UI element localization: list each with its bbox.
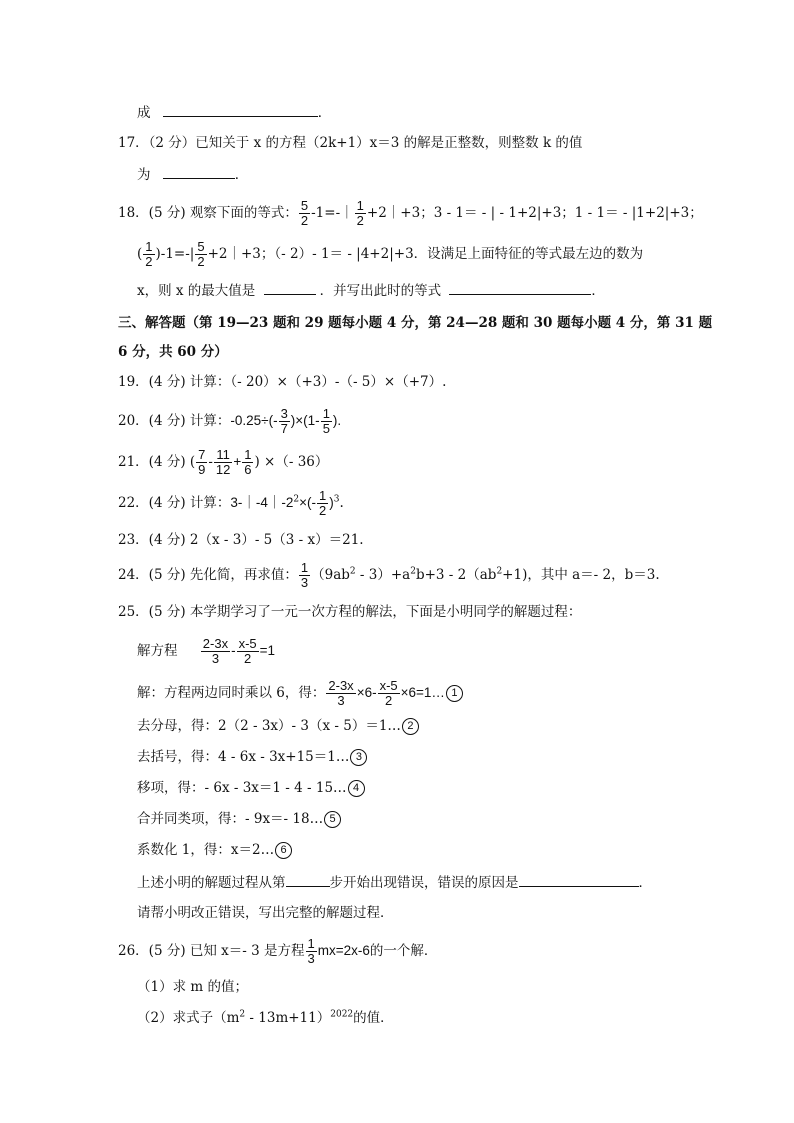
fraction: $\frac{1}{3}$	[300, 560, 309, 590]
circled-number: 4	[348, 780, 365, 797]
fraction: $\frac{2-3x}{3}$	[328, 678, 354, 708]
q25-step3: 去括号，得：4 - 6x - 3x+15＝1… 3	[137, 747, 367, 767]
answer-blank[interactable]	[163, 102, 318, 117]
q19: 19．(4 分) 计算：（- 20）×（+3）-（- 5）×（+7）.	[118, 374, 447, 390]
fraction: $\frac{x-5}{2}$	[379, 678, 398, 708]
q18-line3: x，则 x 的最大值是 ．并写出此时的等式 ．	[137, 280, 605, 301]
fraction: $\frac{2-3x}{3}$	[202, 636, 229, 666]
answer-blank[interactable]	[449, 280, 591, 295]
q25-step6: 系数化 1，得：x＝2… 6	[137, 840, 292, 860]
fraction: $\frac{1}{2}$	[356, 198, 364, 228]
section-heading-cont: 6 分，共 60 分）	[118, 344, 228, 360]
answer-blank[interactable]	[264, 280, 316, 295]
section-heading: 三、解答题（第 19—23 题和 29 题每小题 4 分，第 24—28 题和 30 题每小题 4 分，第 31 题	[118, 315, 713, 331]
circled-number: 1	[446, 685, 463, 702]
fraction: $\frac{5}{2}$	[300, 198, 309, 228]
answer-blank[interactable]	[163, 164, 235, 179]
q25-lead: 25．(5 分) 本学期学习了一元一次方程的解法，下面是小明同学的解题过程：	[118, 604, 582, 620]
fraction: $\frac{11}{12}$	[215, 447, 231, 477]
circled-number: 3	[350, 749, 367, 766]
q16-continuation: 成 ．	[137, 102, 331, 123]
q26-part1: （1）求 m 的值；	[137, 979, 248, 995]
fraction: $\frac{7}{9}$	[198, 447, 206, 477]
fraction: $\frac{1}{2}$	[319, 488, 327, 518]
fraction: $\frac{1}{6}$	[244, 447, 252, 477]
q25-step2: 去分母，得：2（2 - 3x）- 3（x - 5）＝1… 2	[137, 716, 419, 736]
q24: 24．(5 分) 先化简，再求值： $\frac{1}{3}$ $(9ab^2 - 3)+a^2b+3 - 2(ab^2+1)$，其中 a＝- 2，b＝3.	[118, 560, 660, 590]
q22: 22．(4 分) 计算：$3-|-4|-2^2\times(-$ $\frac{1}{2}$ )$^3$.	[118, 488, 344, 518]
answer-blank[interactable]	[519, 872, 639, 887]
q26-part2: （2）求式子$(m^2 - 13m+11)^{2022}$的值．	[137, 1009, 394, 1026]
q25-instruction: 请帮小明改正错误，写出完整的解题过程．	[137, 905, 394, 921]
q20: 20．(4 分) 计算：-0.25÷(- $\frac{3}{7}$ )×(1- $\frac{1}{5}$ ).	[118, 406, 342, 436]
q25-step1: 解：方程两边同时乘以 6，得： $\frac{2-3x}{3}$ ×6- $\frac{x-5}{2}$ ×6=1… 1	[137, 679, 463, 708]
fraction: $\frac{1}{5}$	[322, 406, 330, 436]
q17-line1: 17．（2 分）已知关于 x 的方程（2k+1）x＝3 的解是正整数，则整数 k 的值	[118, 135, 583, 151]
q21: 21．(4 分) ( $\frac{7}{9}$ - $\frac{11}{12}$ + $\frac{1}{6}$ ) ×（- 36）	[118, 447, 329, 477]
circled-number: 5	[324, 811, 341, 828]
q18-line2: ( $\frac{1}{2}$ )-1=-| $\frac{5}{2}$ +2｜+3；（- 2）- 1＝ - |4+2|+3．设满足上面特征的等式最左边的数为	[137, 239, 644, 269]
fraction: $\frac{5}{2}$	[197, 239, 205, 269]
fraction: $\frac{1}{2}$	[145, 239, 153, 269]
fraction: $\frac{1}{3}$	[307, 936, 315, 966]
q25-equation: 解方程 $\frac{2-3x}{3}$ - $\frac{x-5}{2}$ =1	[137, 636, 276, 666]
q25-question: 上述小明的解题过程从第 步开始出现错误，错误的原因是 ．	[137, 872, 652, 893]
fraction: $\frac{3}{7}$	[280, 406, 288, 436]
circled-number: 6	[275, 842, 292, 859]
fraction: $\frac{x-5}{2}$	[238, 636, 257, 666]
q23: 23．(4 分) 2（x - 3）- 5（3 - x）＝21.	[118, 532, 364, 548]
answer-blank[interactable]	[286, 872, 330, 887]
q17-line2: 为 ．	[137, 164, 248, 185]
q25-step5: 合并同类项，得：- 9x＝- 18… 5	[137, 809, 341, 829]
q26-lead: 26．(5 分) 已知 x＝- 3 是方程 $\frac{1}{3}$ mx=2x-6的一个解．	[118, 936, 438, 966]
circled-number: 2	[402, 718, 419, 735]
q18-line1: 18．(5 分) 观察下面的等式： $\frac{5}{2}$ -1=-｜ $\frac{1}{2}$ +2｜+3；3 - 1＝ - | - 1+2|+3；1 - 1＝ - |1+2|+3；	[118, 198, 703, 228]
q25-step4: 移项，得：- 6x - 3x＝1 - 4 - 15… 4	[137, 778, 365, 798]
